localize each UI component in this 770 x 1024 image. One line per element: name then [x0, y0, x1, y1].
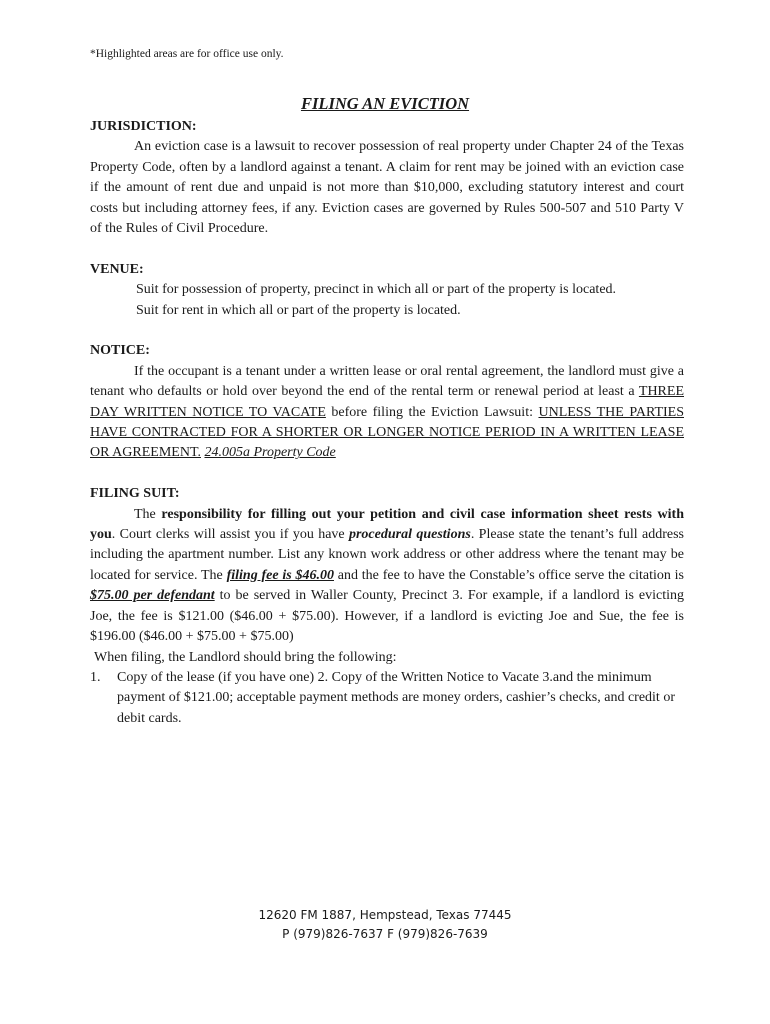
filing-fee: filing fee is $46.00 — [226, 567, 334, 583]
notice-three-day-notice: THREE DAY WRITTEN NOTICE TO VACATE — [90, 384, 684, 420]
notice-text-b: before filing the Eviction Lawsuit: — [325, 404, 539, 420]
venue-line-rent: Suit for rent in which all or part of the property is located. — [136, 302, 461, 318]
list-item — [90, 668, 684, 729]
document-body — [90, 117, 684, 729]
notice-heading: NOTICE: — [90, 343, 150, 359]
jurisdiction-paragraph: An eviction case is a lawsuit to recover possession of real property under Chapter 24 of the Texas Property Code, often by a landlord against a tenant. A claim for rent may be joined with an eviction case if the amount of rent due and unpaid is not more than $10,000, excluding statutory interest and court costs but including attorney fees, if any. Eviction cases are governed by Rules 500-507 and 510 Party V of the Rules of Civil Procedure. — [90, 139, 684, 237]
page-title: FILING AN EVICTION — [300, 94, 470, 113]
filing-text-waller: to be served in Waller County, Precinct 3. For example, if a landlord is evicting Joe, the fee is $121.00 ($46.00 + $75.00). However, if a landlord is evicting Joe and Sue, the fee is $196.00 ($46.00 + $75.00 + $75.00) — [90, 588, 684, 645]
filing-procedural-questions: procedural questions — [348, 527, 471, 543]
list-item-text: Copy of the lease (if you have one) 2. Copy of the Written Notice to Vacate 3.and the minimum payment of $121.00; acceptable payment methods are money orders, cashier’s checks, and credit or debit cards. — [117, 669, 675, 726]
venue-line-possession: Suit for possession of property, precinct in which all or part of the property is located. — [136, 282, 617, 298]
filing-suit-heading: FILING SUIT: — [90, 486, 180, 502]
notice-text-a: If the occupant is a tenant under a written lease or oral rental agreement, the landlord must give a tenant who defaults or hold over beyond the end of the rental term or renewal period at least a — [90, 363, 684, 400]
list-item-number: 1. — [90, 669, 101, 685]
filing-suit-paragraph — [90, 505, 684, 648]
filing-text-the: The — [134, 506, 162, 522]
office-use-note: *Highlighted areas are for office use only. — [90, 48, 284, 60]
filing-text-state: . Please state the tenant’s full address including the apartment number. List any known work address or other address where the tenant may be located for service. The — [90, 527, 684, 583]
jurisdiction-heading: JURISDICTION: — [90, 119, 197, 134]
venue-heading: VENUE: — [90, 261, 144, 277]
notice-section — [90, 341, 684, 463]
filing-text-constable: and the fee to have the Constable’s office serve the citation is — [334, 567, 685, 583]
service-fee: $75.00 per defendant — [90, 588, 215, 604]
footer-address: 12620 FM 1887, Hempstead, Texas 77445 — [258, 908, 512, 922]
filing-bring-line: When filing, the Landlord should bring the following: — [94, 649, 397, 665]
footer-phone-fax: P (979)826-7637 F (979)826-7639 — [282, 927, 488, 941]
footer — [0, 906, 770, 944]
venue-section — [90, 260, 684, 321]
filing-responsibility: responsibility for filling out your petition and civil case information sheet rests with you — [90, 506, 684, 543]
jurisdiction-section — [90, 117, 684, 239]
filing-text-clerks: . Court clerks will assist you if you have — [111, 527, 349, 543]
notice-contract-exception: UNLESS THE PARTIES HAVE CONTRACTED FOR A SHORTER OR LONGER NOTICE PERIOD IN A WRITTEN LEASE OR AGREEMENT. — [90, 404, 684, 461]
notice-paragraph — [90, 362, 684, 464]
filing-suit-section — [90, 484, 684, 729]
notice-citation: 24.005a Property Code — [204, 445, 336, 461]
